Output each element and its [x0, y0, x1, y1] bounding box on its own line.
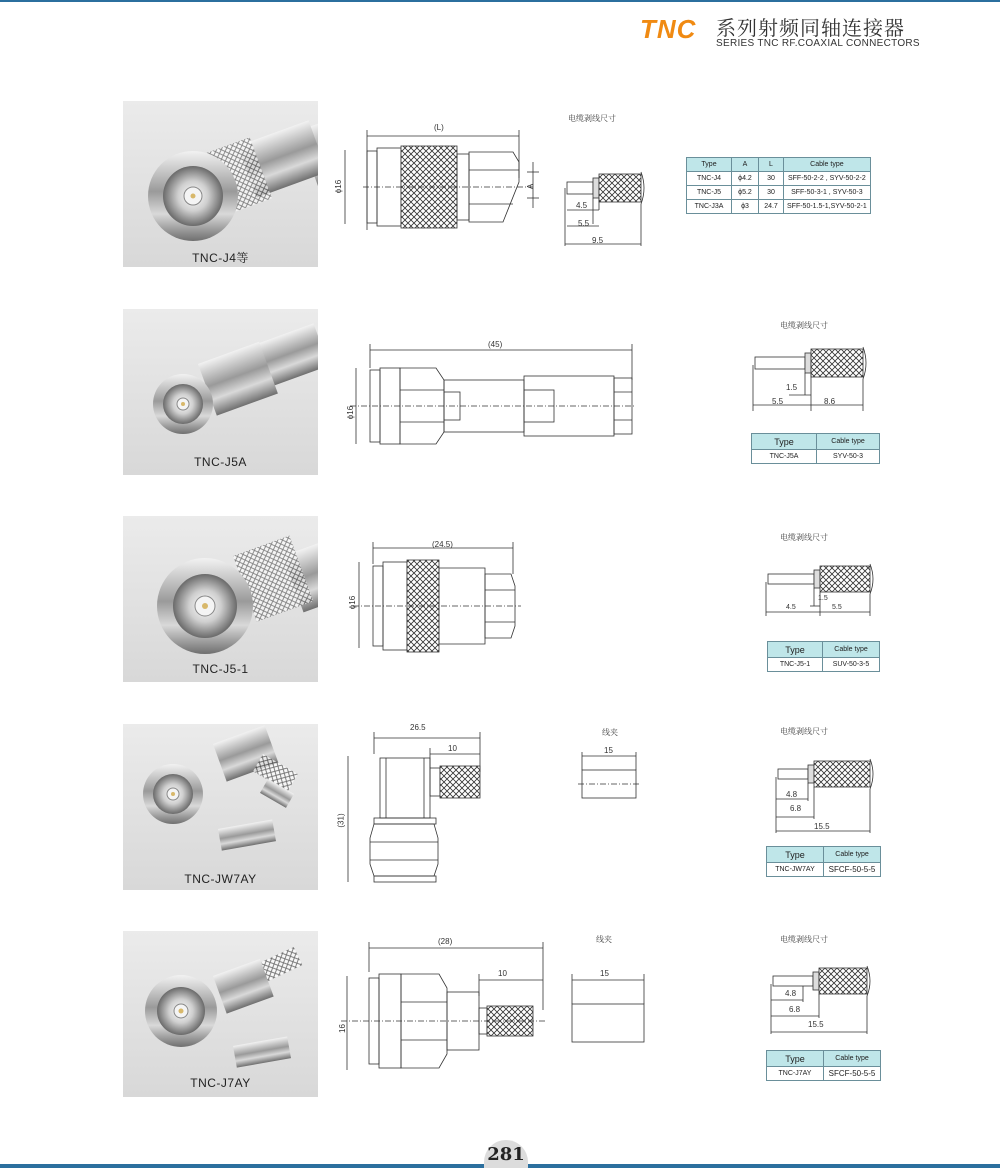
col-cable-type: Cable type	[824, 1051, 881, 1067]
product-caption: TNC-J4等	[192, 251, 249, 265]
cell: TNC-JW7AY	[767, 863, 824, 877]
brand-logo: TNC	[640, 14, 697, 44]
spec-table-tnc-j7ay	[766, 1050, 881, 1081]
cell: TNC-J3A	[687, 200, 732, 214]
cable-strip-drawing	[765, 962, 880, 1042]
spec-table-tnc-jw7ay	[766, 846, 881, 877]
dim-length: (24.5)	[432, 540, 453, 549]
cell: ϕ5.2	[732, 186, 759, 200]
table-row	[687, 200, 871, 214]
dim-diameter: ϕ16	[334, 179, 344, 194]
cell: SFCF-50-5-5	[824, 863, 881, 877]
cell: 30	[759, 172, 784, 186]
col-type: Type	[687, 158, 732, 172]
cell: SFF-50-1.5-1,SYV-50-2-1	[784, 200, 871, 214]
dimension-drawing-tnc-j5-1	[345, 540, 525, 655]
dim-length: (28)	[438, 937, 453, 946]
cell: ϕ3	[732, 200, 759, 214]
cable-strip-drawing	[745, 343, 875, 413]
product-photo-tnc-j5a	[123, 309, 318, 475]
strip-dim-3: 15.5	[808, 1020, 824, 1029]
page-title-cn: 系列射频同轴连接器	[716, 18, 905, 40]
table-row	[767, 1067, 881, 1081]
dimension-drawing-tnc-jw7ay	[330, 728, 500, 888]
strip-dim-1: 1.5	[786, 383, 798, 392]
product-caption: TNC-J7AY	[190, 1076, 251, 1090]
strip-dim-1: 4.5	[576, 201, 588, 210]
connector-illustration	[123, 101, 318, 267]
cell: TNC-J5	[687, 186, 732, 200]
strip-dim-3: 5.5	[832, 604, 842, 611]
page-title-en: SERIES TNC RF.COAXIAL CONNECTORS	[716, 38, 920, 49]
col-cable-type: Cable type	[817, 434, 880, 450]
connector-illustration	[123, 309, 318, 475]
strip-dim-1: 1.5	[818, 595, 828, 602]
dim-diameter: 16	[337, 1024, 347, 1033]
strip-title: 电缆剥线尺寸	[780, 533, 828, 542]
strip-dim-2: 6.8	[790, 804, 802, 813]
spec-table-tnc-j5-1	[767, 641, 880, 672]
strip-dim-3: 15.5	[814, 822, 830, 831]
strip-dim-1: 4.8	[785, 989, 797, 998]
col-a: A	[732, 158, 759, 172]
cell: SFF-50-2-2 , SYV-50-2-2	[784, 172, 871, 186]
cell: TNC-J5A	[752, 450, 817, 464]
strip-title: 电缆剥线尺寸	[780, 727, 828, 736]
product-caption: TNC-J5A	[194, 455, 247, 469]
product-photo-tnc-j5-1	[123, 516, 318, 682]
cell: SFCF-50-5-5	[824, 1067, 881, 1081]
dim-tail: 10	[448, 744, 457, 753]
product-photo-tnc-j7ay	[123, 931, 318, 1097]
ferrule-drawing	[578, 752, 640, 802]
table-row	[752, 450, 880, 464]
dimension-drawing-tnc-j4	[333, 118, 553, 238]
col-type: Type	[752, 434, 817, 450]
dimension-drawing-tnc-j7ay	[335, 940, 550, 1075]
connector-illustration	[123, 724, 318, 890]
ferrule-title: 线夹	[602, 728, 618, 737]
col-l: L	[759, 158, 784, 172]
cell: ϕ4.2	[732, 172, 759, 186]
dimension-drawing-tnc-j5a	[340, 340, 640, 460]
ferrule-length: 15	[600, 969, 609, 978]
strip-dim-2: 6.8	[789, 1005, 801, 1014]
strip-title: 电缆剥线尺寸	[780, 935, 828, 944]
dim-length: (45)	[488, 340, 503, 349]
cell: SFF-50-3-1 , SYV-50-3	[784, 186, 871, 200]
dim-diameter: ϕ16	[346, 405, 356, 420]
dim-a: A	[526, 183, 536, 190]
table-row	[767, 863, 881, 877]
ferrule-drawing	[566, 974, 650, 1048]
dim-length: (L)	[434, 123, 444, 132]
ferrule-length: 15	[604, 746, 613, 755]
connector-illustration	[123, 931, 318, 1097]
product-photo-tnc-j4	[123, 101, 318, 267]
cell: TNC-J7AY	[767, 1067, 824, 1081]
strip-title: 电缆剥线尺寸	[780, 321, 828, 330]
cell: 30	[759, 186, 784, 200]
strip-dim-3: 9.5	[592, 236, 604, 245]
col-type: Type	[767, 847, 824, 863]
table-row	[687, 186, 871, 200]
dim-height: (31)	[336, 813, 346, 828]
table-row	[687, 172, 871, 186]
page-number-badge	[484, 1140, 528, 1168]
col-type: Type	[768, 642, 823, 658]
cable-strip-drawing	[760, 562, 885, 617]
cell: 24.7	[759, 200, 784, 214]
page-number: 281	[487, 1144, 525, 1165]
connector-illustration	[123, 516, 318, 682]
dim-width: 26.5	[410, 723, 426, 732]
col-cable-type: Cable type	[823, 642, 880, 658]
strip-dim-1: 4.8	[786, 790, 798, 799]
product-photo-tnc-jw7ay	[123, 724, 318, 890]
strip-dim-2: 4.5	[786, 604, 796, 611]
col-cable-type: Cable type	[824, 847, 881, 863]
spec-table-tnc-j5a	[751, 433, 880, 464]
col-cable-type: Cable type	[784, 158, 871, 172]
strip-dim-2: 5.5	[772, 397, 784, 406]
product-caption: TNC-JW7AY	[184, 872, 257, 886]
table-row	[768, 658, 880, 672]
cable-strip-drawing	[555, 168, 665, 248]
ferrule-title: 线夹	[596, 935, 612, 944]
top-rule	[0, 0, 1000, 2]
dim-tail: 10	[498, 969, 507, 978]
cell: TNC-J5-1	[768, 658, 823, 672]
cell: SUV-50-3-5	[823, 658, 880, 672]
spec-table-tnc-j4	[686, 157, 871, 214]
dim-diameter: ϕ16	[348, 595, 358, 610]
cell: SYV-50-3	[817, 450, 880, 464]
strip-dim-3: 8.6	[824, 397, 836, 406]
strip-title: 电缆剥线尺寸	[568, 114, 616, 123]
strip-dim-2: 5.5	[578, 219, 590, 228]
cell: TNC-J4	[687, 172, 732, 186]
product-caption: TNC-J5-1	[192, 662, 249, 676]
col-type: Type	[767, 1051, 824, 1067]
